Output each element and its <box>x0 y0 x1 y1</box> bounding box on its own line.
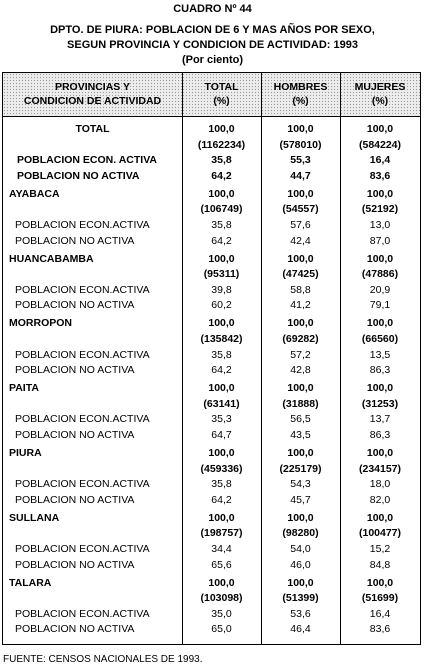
cell-mujeres: 86,3 <box>369 364 391 377</box>
row-label: POBLACION NO ACTIVA <box>17 169 140 182</box>
header-total-line2: (%) <box>213 95 230 107</box>
row-label: POBLACION NO ACTIVA <box>15 558 135 571</box>
table-number: CUADRO Nº 44 <box>173 3 252 15</box>
cell-mujeres: 100,0 <box>366 382 394 395</box>
row-label: HUANCABAMBA <box>9 252 94 265</box>
row-label: POBLACION NO ACTIVA <box>15 623 135 636</box>
cell-hombres: 45,7 <box>290 493 311 506</box>
cell-total: 100,0 <box>208 382 235 395</box>
cell-total: 100,0 <box>208 511 235 524</box>
header-mujeres <box>340 73 420 116</box>
row-label: POBLACION ECON.ACTIVA <box>15 413 150 426</box>
table-unit: (Por ciento) <box>181 54 244 66</box>
cell-total: 65,0 <box>211 623 232 636</box>
header-total <box>182 73 261 116</box>
cell-mujeres: 18,0 <box>369 478 391 491</box>
source-note: FUENTE: CENSOS NACIONALES DE 1993. <box>3 654 203 665</box>
row-label: POBLACION NO ACTIVA <box>15 234 135 247</box>
header-mujeres-line2: (%) <box>371 95 389 107</box>
cell-mujeres: (52192) <box>361 203 399 216</box>
cell-mujeres: (100477) <box>358 527 402 540</box>
cell-mujeres: 84,8 <box>369 558 391 571</box>
row-label: POBLACION NO ACTIVA <box>15 364 135 377</box>
cell-total: 64,7 <box>211 429 232 441</box>
cell-hombres: 41,2 <box>290 299 311 312</box>
cell-hombres: (47425) <box>282 268 319 281</box>
cell-mujeres: (234157) <box>358 462 402 475</box>
cell-mujeres: 83,6 <box>369 169 391 182</box>
cell-mujeres: 13,7 <box>369 413 391 426</box>
cell-hombres: (98280) <box>282 527 319 540</box>
cell-total: 39,8 <box>211 283 232 296</box>
cell-total: (198757) <box>200 527 243 540</box>
cell-hombres: 42,8 <box>290 364 311 377</box>
cell-total: (1162234) <box>197 138 246 151</box>
cell-mujeres: (584224) <box>358 138 402 151</box>
cell-total: 35,8 <box>211 154 232 167</box>
cell-hombres: 100,0 <box>287 187 314 200</box>
header-provincias <box>3 73 182 116</box>
cell-mujeres: 13,5 <box>369 348 391 361</box>
row-label: POBLACION ECON. ACTIVA <box>17 154 158 167</box>
cell-mujeres: 100,0 <box>366 511 394 524</box>
cell-total: 100,0 <box>208 252 235 265</box>
cell-mujeres: 13,0 <box>369 219 391 231</box>
cell-hombres: 100,0 <box>287 317 314 330</box>
header-total-line1: TOTAL <box>204 81 239 93</box>
row-label: POBLACION ECON.ACTIVA <box>15 219 150 231</box>
cell-hombres: 100,0 <box>287 382 314 395</box>
cell-hombres: 100,0 <box>287 252 314 265</box>
cell-hombres: (54557) <box>282 203 319 216</box>
cell-mujeres: 87,0 <box>369 234 391 247</box>
cell-total: 100,0 <box>208 187 235 200</box>
cell-total: 35,8 <box>211 348 232 361</box>
cell-hombres: 55,3 <box>290 154 311 167</box>
cell-total: (135842) <box>200 333 243 345</box>
cell-total: 34,4 <box>211 543 232 555</box>
cell-total: (63141) <box>203 397 240 410</box>
header-hombres <box>261 73 340 116</box>
header-divider <box>3 116 420 117</box>
cell-hombres: 42,4 <box>290 234 311 247</box>
cell-mujeres: 100,0 <box>366 123 394 135</box>
cell-hombres: 100,0 <box>287 511 314 524</box>
cell-mujeres: 100,0 <box>366 317 394 330</box>
row-label: POBLACION NO ACTIVA <box>15 429 135 441</box>
cell-mujeres: 16,4 <box>369 154 391 167</box>
cell-hombres: (51399) <box>282 592 319 605</box>
cell-total: 60,2 <box>211 299 232 312</box>
row-label: MORROPON <box>9 317 72 330</box>
cell-total: (95311) <box>203 268 240 281</box>
cell-total: 100,0 <box>208 447 235 459</box>
cell-total: 35,8 <box>211 219 232 231</box>
cell-hombres: 100,0 <box>287 576 314 589</box>
cell-mujeres: (66560) <box>361 333 399 345</box>
cell-total: 64,2 <box>211 169 232 182</box>
cell-mujeres: 86,3 <box>369 429 391 441</box>
cell-mujeres: (51699) <box>361 592 399 605</box>
cell-total: 35,8 <box>211 478 232 491</box>
row-label: POBLACION ECON.ACTIVA <box>15 607 150 620</box>
cell-mujeres: 100,0 <box>366 576 394 589</box>
row-label: POBLACION ECON.ACTIVA <box>15 543 150 555</box>
row-label: POBLACION ECON.ACTIVA <box>15 478 150 491</box>
cell-total: (103098) <box>200 592 243 605</box>
cell-mujeres: 83,6 <box>369 623 391 636</box>
cell-hombres: 57,6 <box>290 219 311 231</box>
header-provincias-line2: CONDICION DE ACTIVIDAD <box>23 95 162 107</box>
cell-hombres: 54,3 <box>290 478 311 491</box>
cell-total: 100,0 <box>208 317 235 330</box>
data-table <box>2 72 421 645</box>
cell-hombres: 100,0 <box>287 123 314 135</box>
table-title-line1: DPTO. DE PIURA: POBLACION DE 6 Y MAS AÑOS POR SEXO, <box>50 24 375 36</box>
row-label: PIURA <box>9 447 42 459</box>
cell-hombres: 100,0 <box>287 447 314 459</box>
row-label: TOTAL <box>75 123 110 135</box>
cell-hombres: 44,7 <box>290 169 311 182</box>
cell-total: 65,6 <box>211 558 232 571</box>
header-hombres-line2: (%) <box>292 95 309 107</box>
row-label: POBLACION ECON.ACTIVA <box>15 283 150 296</box>
row-label: AYABACA <box>9 187 60 200</box>
cell-hombres: 57,2 <box>290 348 311 361</box>
cell-total: (106749) <box>200 203 243 216</box>
cell-hombres: 46,4 <box>290 623 311 636</box>
cell-hombres: (225179) <box>279 462 322 475</box>
cell-total: 35,0 <box>211 607 232 620</box>
cell-mujeres: 15,2 <box>369 543 391 555</box>
header-hombres-line1: HOMBRES <box>273 81 328 93</box>
cell-total: 35,3 <box>211 413 232 426</box>
cell-mujeres: 100,0 <box>366 252 394 265</box>
cell-hombres: 43,5 <box>290 429 311 441</box>
header-provincias-line1: PROVINCIAS Y <box>54 81 131 93</box>
cell-hombres: 56,5 <box>290 413 311 426</box>
row-label: TALARA <box>9 576 52 589</box>
row-label: PAITA <box>9 382 39 395</box>
cell-total: 64,2 <box>211 364 232 377</box>
cell-hombres: (578010) <box>279 138 322 151</box>
cell-mujeres: (31253) <box>361 397 399 410</box>
table-title-line2: SEGUN PROVINCIA Y CONDICION DE ACTIVIDAD: 1993 <box>67 39 358 51</box>
cell-mujeres: 16,4 <box>369 607 391 620</box>
header-mujeres-line1: MUJERES <box>354 81 406 93</box>
row-label: POBLACION ECON.ACTIVA <box>15 348 150 361</box>
row-label: POBLACION NO ACTIVA <box>15 493 135 506</box>
row-label: POBLACION NO ACTIVA <box>15 299 135 312</box>
cell-hombres: 53,6 <box>290 607 311 620</box>
cell-hombres: 58,8 <box>290 283 311 296</box>
cell-hombres: (31888) <box>282 397 319 410</box>
cell-mujeres: 100,0 <box>366 447 394 459</box>
row-label: SULLANA <box>9 511 60 524</box>
cell-hombres: (69282) <box>282 333 319 345</box>
cell-total: (459336) <box>200 462 243 475</box>
cell-total: 100,0 <box>208 123 235 135</box>
cell-total: 64,2 <box>211 234 232 247</box>
cell-mujeres: (47886) <box>361 268 399 281</box>
cell-mujeres: 79,1 <box>369 299 391 312</box>
cell-mujeres: 82,0 <box>369 493 391 506</box>
cell-hombres: 54,0 <box>290 543 311 555</box>
cell-mujeres: 20,9 <box>369 283 391 296</box>
cell-total: 64,2 <box>211 493 232 506</box>
cell-hombres: 46,0 <box>290 558 311 571</box>
cell-mujeres: 100,0 <box>366 187 394 200</box>
cell-total: 100,0 <box>208 576 235 589</box>
